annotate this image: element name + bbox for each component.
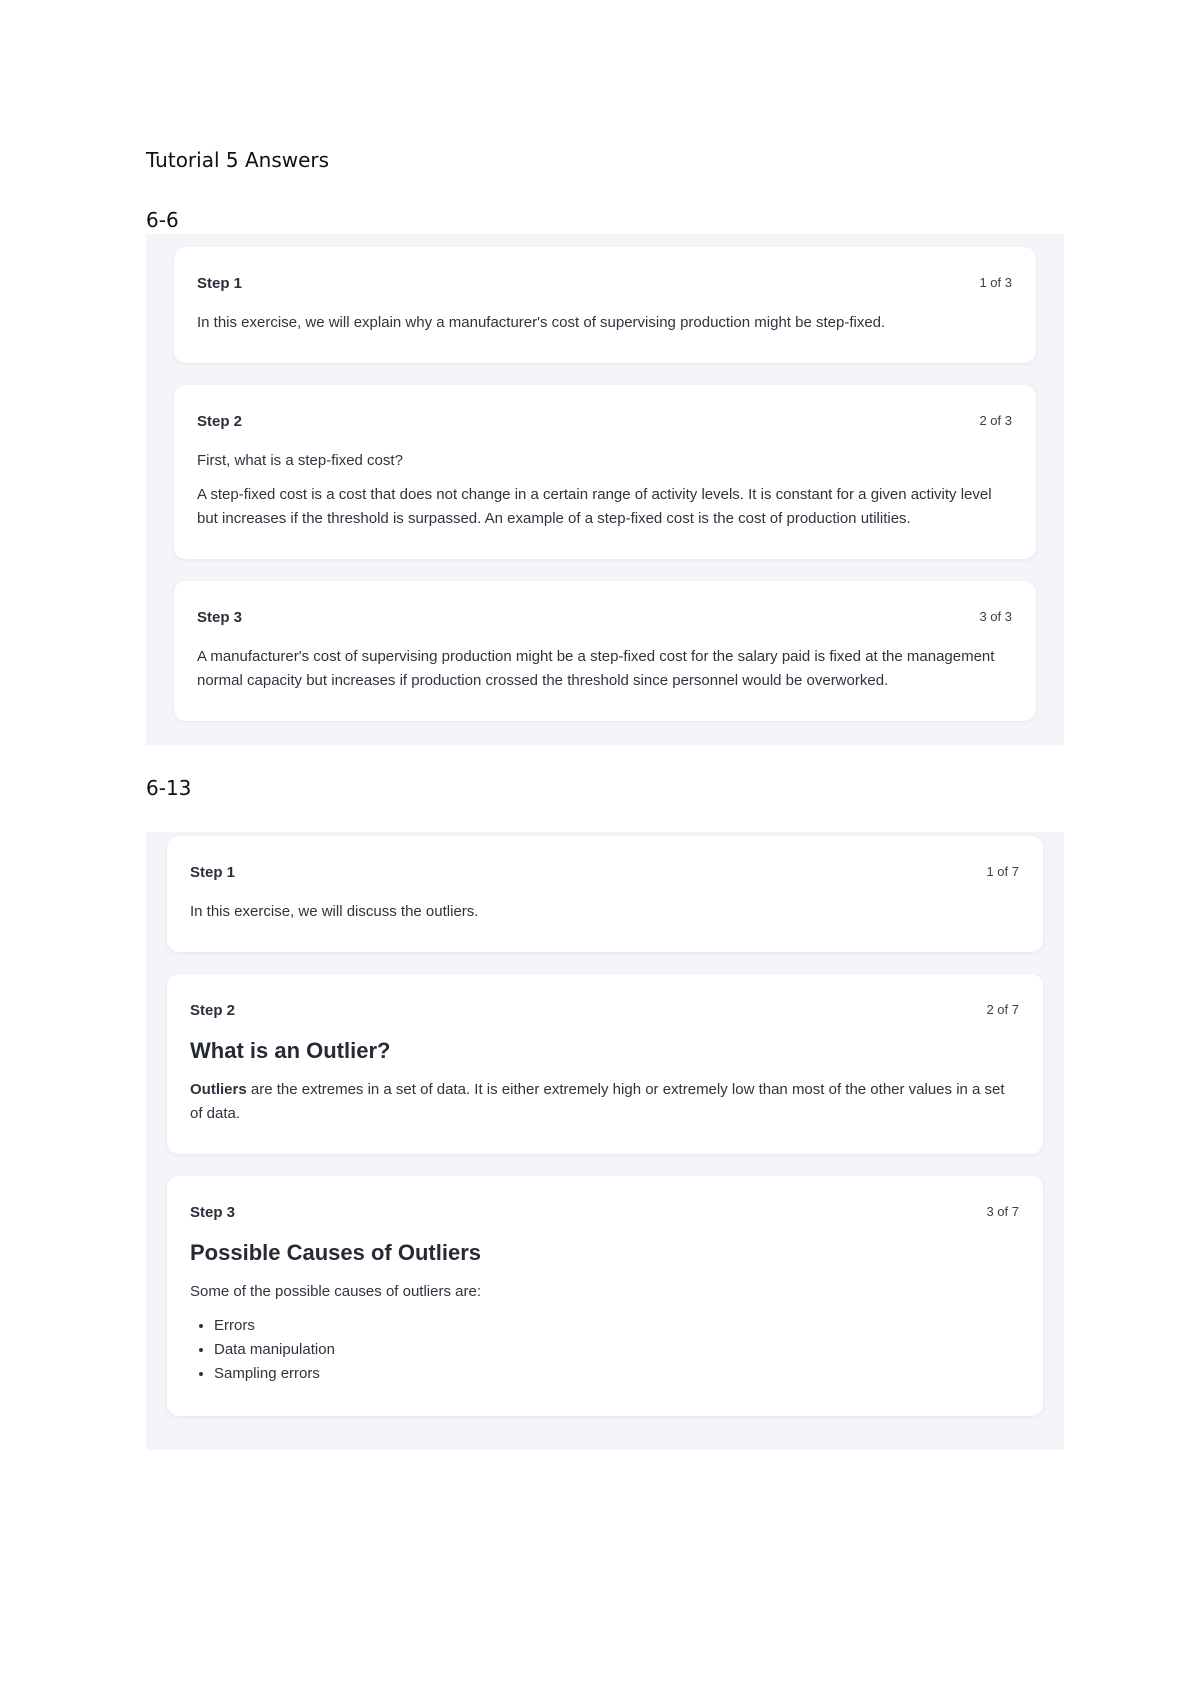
step-counter: 1 of 7 (986, 864, 1019, 879)
step-text: A step-fixed cost is a cost that does not change in a certain range of activity levels. It is constant for a given activity level but increases if the threshold is surpassed. An example of a step-fixed cost is the cost of production utilities. (197, 486, 992, 527)
step-title: Possible Causes of Outliers (190, 1240, 481, 1265)
step-counter: 3 of 7 (986, 1204, 1019, 1219)
outlier-definition: are the extremes in a set of data. It is either extremely high or extremely low than most of the other values in a set of data. (190, 1081, 1005, 1122)
step-card (174, 247, 1036, 363)
step-label: Step 3 (190, 1204, 236, 1221)
solution-panel-6-13 (146, 832, 1064, 1450)
step-counter: 2 of 7 (986, 1002, 1019, 1017)
step-title: What is an Outlier? (190, 1038, 391, 1063)
list-item: • Errors (214, 1314, 1019, 1338)
step-text: In this exercise, we will explain why a manufacturer's cost of supervising production might be step-fixed. (197, 314, 886, 331)
step-counter: 1 of 3 (979, 275, 1012, 290)
step-label: Step 1 (197, 275, 243, 292)
step-text: In this exercise, we will discuss the outliers. (190, 903, 479, 920)
step-label: Step 2 (190, 1002, 236, 1019)
outlier-term: Outliers (190, 1081, 247, 1098)
step-card (174, 581, 1036, 721)
list-item: • Data manipulation (214, 1338, 1019, 1362)
step-counter: 2 of 3 (979, 413, 1012, 428)
step-card (167, 974, 1043, 1154)
section-heading-6-13: 6-13 (146, 776, 192, 800)
list-item: • Sampling errors (214, 1362, 1019, 1386)
solution-panel-6-6 (146, 234, 1064, 745)
step-label: Step 1 (190, 864, 236, 881)
document-title: Tutorial 5 Answers (146, 148, 330, 172)
step-text (190, 1078, 1019, 1126)
step-label: Step 2 (197, 413, 243, 430)
step-card (167, 1176, 1043, 1416)
step-card (174, 385, 1036, 559)
step-counter: 3 of 3 (979, 609, 1012, 624)
section-heading-6-6: 6-6 (146, 208, 179, 232)
step-text: A manufacturer's cost of supervising production might be a step-fixed cost for the salary paid is fixed at the management normal capacity but increases if production crossed the threshold since personnel would be overworked. (197, 648, 995, 689)
step-text: Some of the possible causes of outliers are: (190, 1283, 481, 1300)
causes-list (190, 1314, 1019, 1386)
step-card (167, 836, 1043, 952)
step-label: Step 3 (197, 609, 243, 626)
step-question: First, what is a step-fixed cost? (197, 452, 403, 469)
